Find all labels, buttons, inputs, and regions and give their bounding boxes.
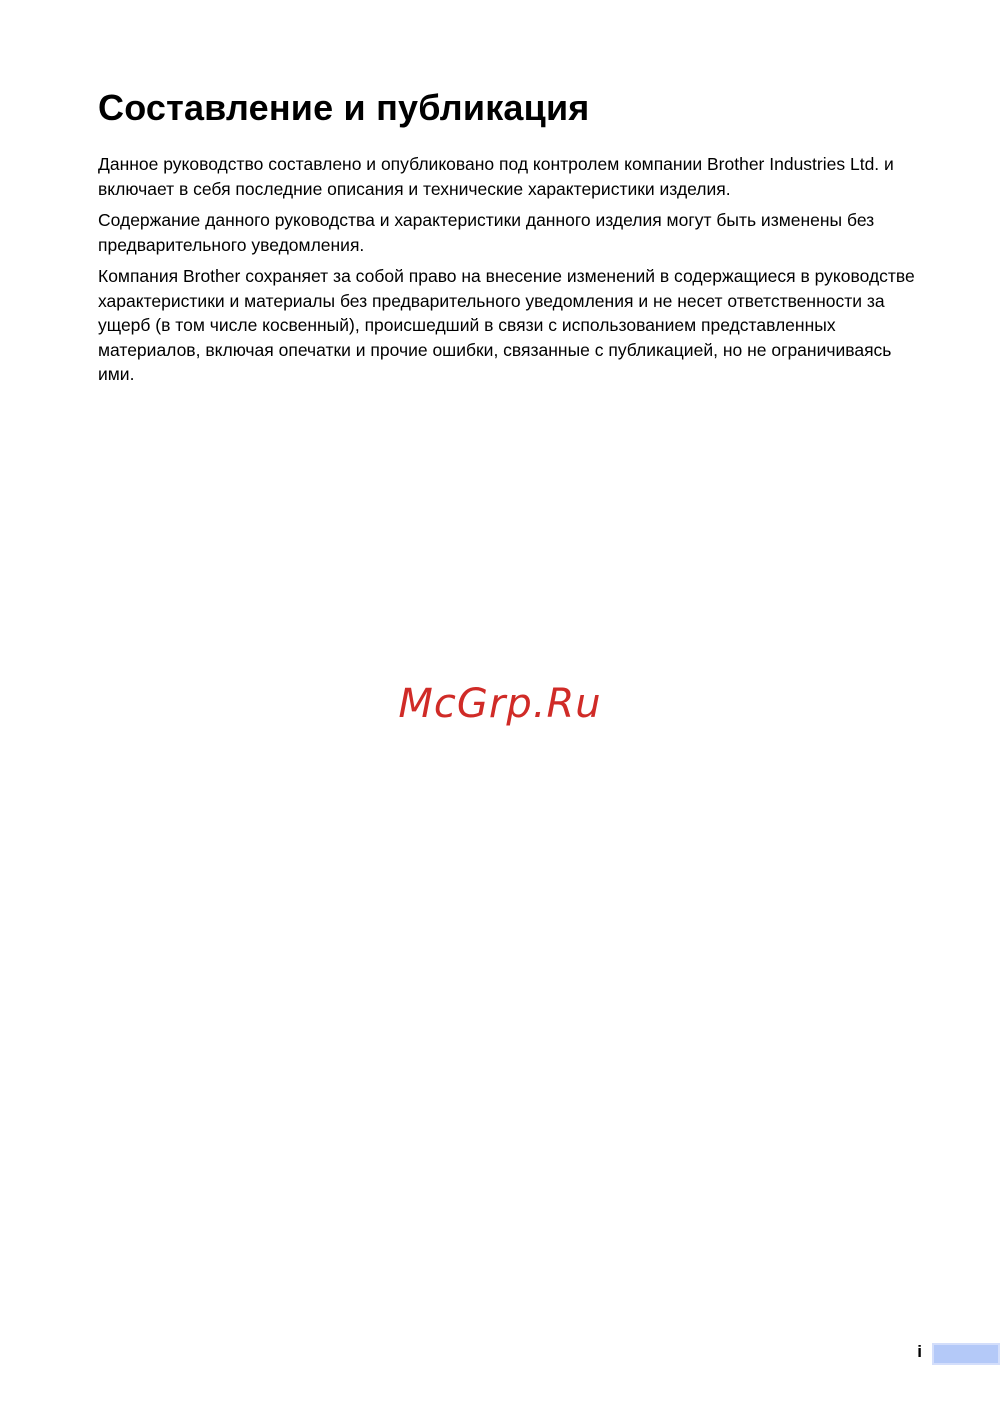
paragraph-liability-disclaimer: Компания Brother сохраняет за собой право на внесение изменений в содержащиеся в руководстве характеристики и материалы без предварительного уведомления и не несет ответственности за ущерб (в том числе косвенный), происшедший в связи с использованием представленных материалов, включая опечатки и прочие ошибки, связанные с публикацией, но не ограничиваясь ими.	[98, 266, 915, 384]
paragraph-subject-to-change: Содержание данного руководства и характеристики данного изделия могут быть изменены без предварительного уведомления.	[98, 210, 875, 255]
body-text	[98, 152, 928, 394]
watermark-mcgrp-ru: McGrp.Ru	[398, 681, 602, 727]
page-title: Составление и публикация	[98, 87, 590, 128]
page-number: i	[917, 1342, 922, 1361]
paragraph-compiled-published: Данное руководство составлено и опубликовано под контролем компании Brother Industries Ltd. и включает в себя последние описания и технические характеристики изделия.	[98, 154, 894, 199]
footer-accent-bar	[932, 1343, 1000, 1365]
page-footer	[0, 1340, 1000, 1370]
